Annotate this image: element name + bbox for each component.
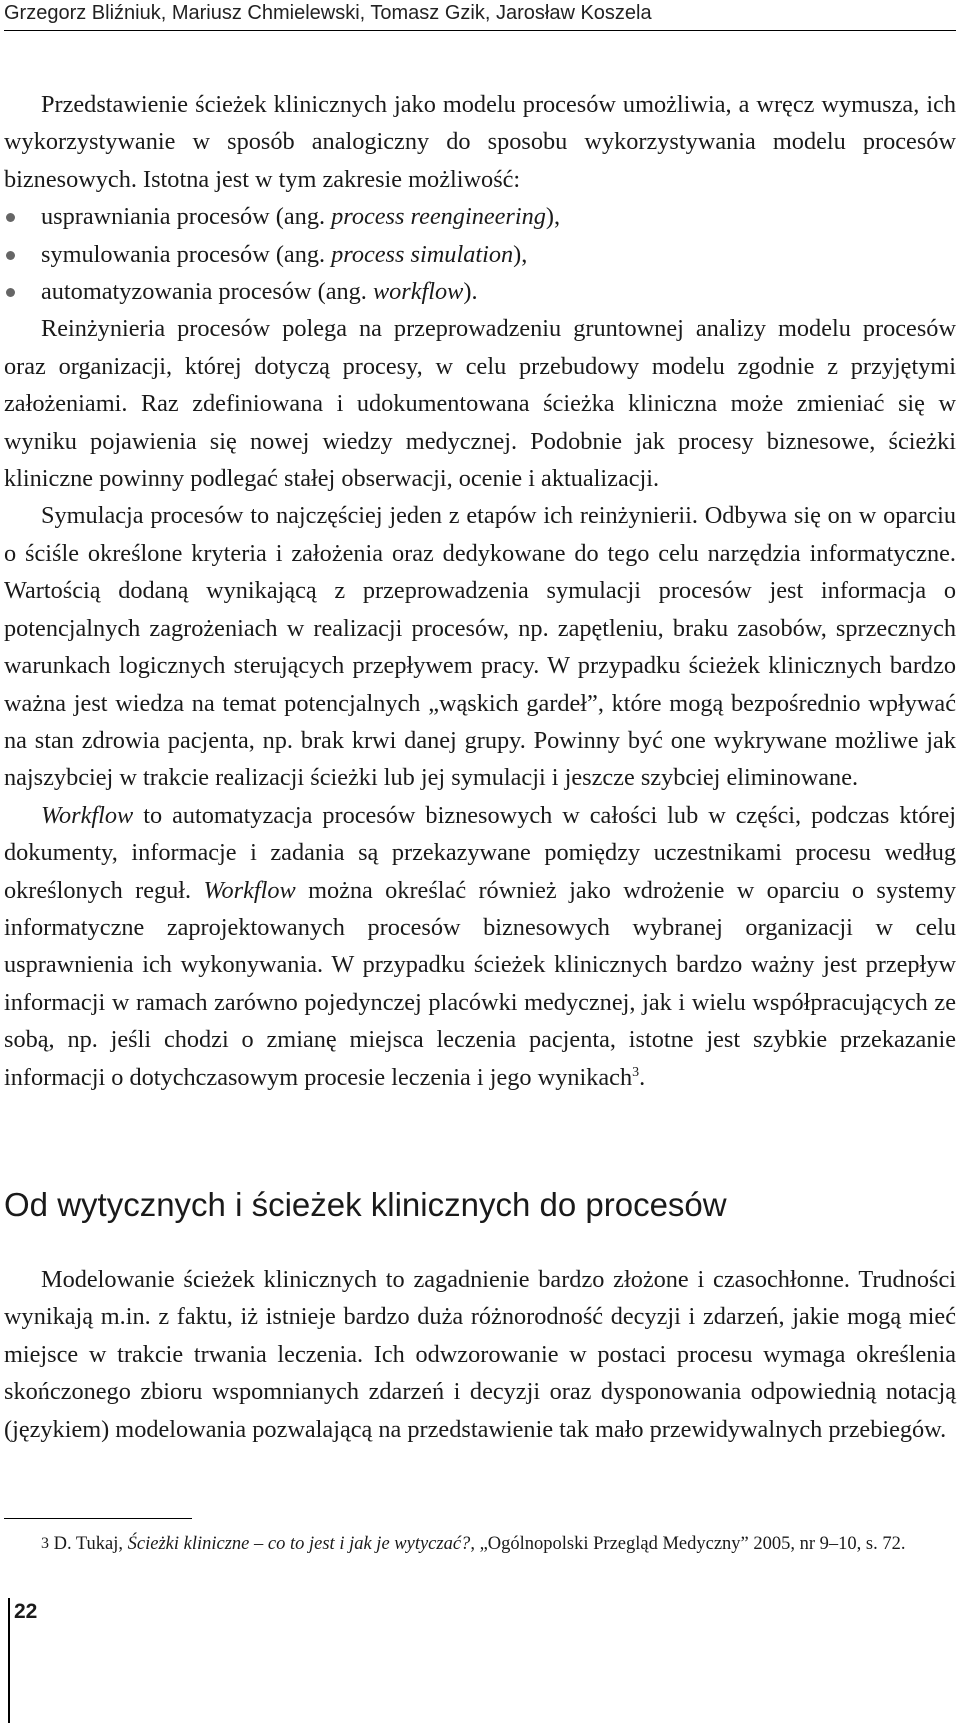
workflow-term: Workflow	[203, 876, 296, 904]
section-body	[4, 1261, 956, 1448]
bullet-dot-icon	[6, 213, 15, 222]
footnote-reference[interactable]: 3	[632, 1064, 640, 1080]
english-term: process reengineering	[331, 203, 546, 231]
bullet-dot-icon	[6, 288, 15, 297]
bullet-list	[4, 198, 956, 310]
english-term: process simulation	[331, 240, 514, 268]
footnote-number: 3	[41, 1535, 49, 1552]
simulation-paragraph: Symulacja procesów to najczęściej jeden z etapów ich reinżynierii. Odbywa się on w oparciu o ściśle określone kryteria i założenia oraz dedykowane do tego celu narzędzia informatyczne. Wartością dodaną wynikającą z przeprowadzenia symulacji procesów jest informacja o potencjalnych zagrożeniach w realizacji procesów, np. zapętleniu, braku zasobów, sprzecznych warunkach logicznych sterujących przepływem pracy. W przypadku ścieżek klinicznych bardzo ważna jest wiedza na temat potencjalnych „wąskich gardeł”, które mogą bezpośrednio wpływać na stan zdrowia pacjenta, np. brak krwi danej grupy. Powinny być one wykrywane możliwe jak najszybciej w trakcie realizacji ścieżki lub jej symulacji i jeszcze szybciej eliminowane.	[4, 502, 956, 792]
bullet-dot-icon	[6, 251, 15, 260]
footnote: 3 D. Tukaj, Ścieżki kliniczne – co to jest i jak je wytyczać?, „Ogólnopolski Przegląd Medyczny” 2005, nr 9–10, s. 72.	[41, 1534, 906, 1554]
running-header	[4, 0, 956, 31]
page-number-rule	[8, 1598, 10, 1723]
bullet-item: automatyzowania procesów (ang. workflow).	[4, 273, 956, 310]
bullet-item: usprawniania procesów (ang. process reengineering),	[4, 198, 956, 235]
intro-paragraph: Przedstawienie ścieżek klinicznych jako modelu procesów umożliwia, a wręcz wymusza, ich wykorzystywanie w sposób analogiczny do sposobu wykorzystywania modelu procesów biznesowych. Istotna jest w tym zakresie możliwość:	[4, 91, 956, 193]
reengineering-paragraph: Reinżynieria procesów polega na przeprowadzeniu gruntownej analizy modelu procesów oraz organizacji, której dotyczą procesy, w celu przebudowy modelu zgodnie z przyjętymi założeniami. Raz zdefiniowana i udokumentowana ścieżka kliniczna może zmieniać się w wyniku pojawienia się nowej wiedzy medycznej. Podobnie jak procesy biznesowe, ścieżki kliniczne powinny podlegać stałej obserwacji, ocenie i aktualizacji.	[4, 315, 956, 493]
header-authors: Grzegorz Bliźniuk, Mariusz Chmielewski, Tomasz Gzik, Jarosław Koszela	[4, 2, 652, 24]
bullet-item: symulowania procesów (ang. process simulation),	[4, 236, 956, 273]
workflow-term: Workflow	[41, 801, 134, 829]
main-text	[4, 86, 956, 1096]
english-term: workflow	[372, 278, 464, 306]
section-paragraph: Modelowanie ścieżek klinicznych to zagadnienie bardzo złożone i czasochłonne. Trudności wynikają m.in. z faktu, iż istnieje bardzo duża różnorodność decyzji i zdarzeń, jakie mogą mieć miejsce w trakcie trwania leczenia. Ich odwzorowanie w postaci procesu wymaga określenia skończonego zbioru wspomnianych zdarzeń i decyzji oraz dysponowania odpowiednią notacją (językiem) modelowania pozwalającą na przedstawienie tak mało przewidywalnych przebiegów.	[4, 1266, 956, 1443]
section-heading: Od wytycznych i ścieżek klinicznych do procesów	[4, 1186, 727, 1223]
page-number: 22	[14, 1600, 38, 1623]
footnote-divider	[4, 1518, 192, 1519]
workflow-paragraph: Workflow to automatyzacja procesów biznesowych w całości lub w części, podczas której dokumenty, informacje i zadania są przekazywane pomiędzy uczestnikami procesu według określonych reguł. Workflow można określać również jako wdrożenie w oparciu o systemy informatyczne zaprojektowanych procesów biznesowych wybranej organizacji w celu usprawnienia ich wykonywania. W przypadku ścieżek klinicznych bardzo ważny jest przepływ informacji w ramach zarówno pojedynczej placówki medycznej, jak i wielu współpracujących ze sobą, np. jeśli chodzi o zmianę miejsca leczenia pacjenta, istotne jest szybkie przekazanie informacji o dotychczasowym procesie leczenia i jego wynikach$^3$.	[4, 801, 956, 1091]
footnote-title: Ścieżki kliniczne – co to jest i jak je wytyczać?	[127, 1534, 471, 1554]
